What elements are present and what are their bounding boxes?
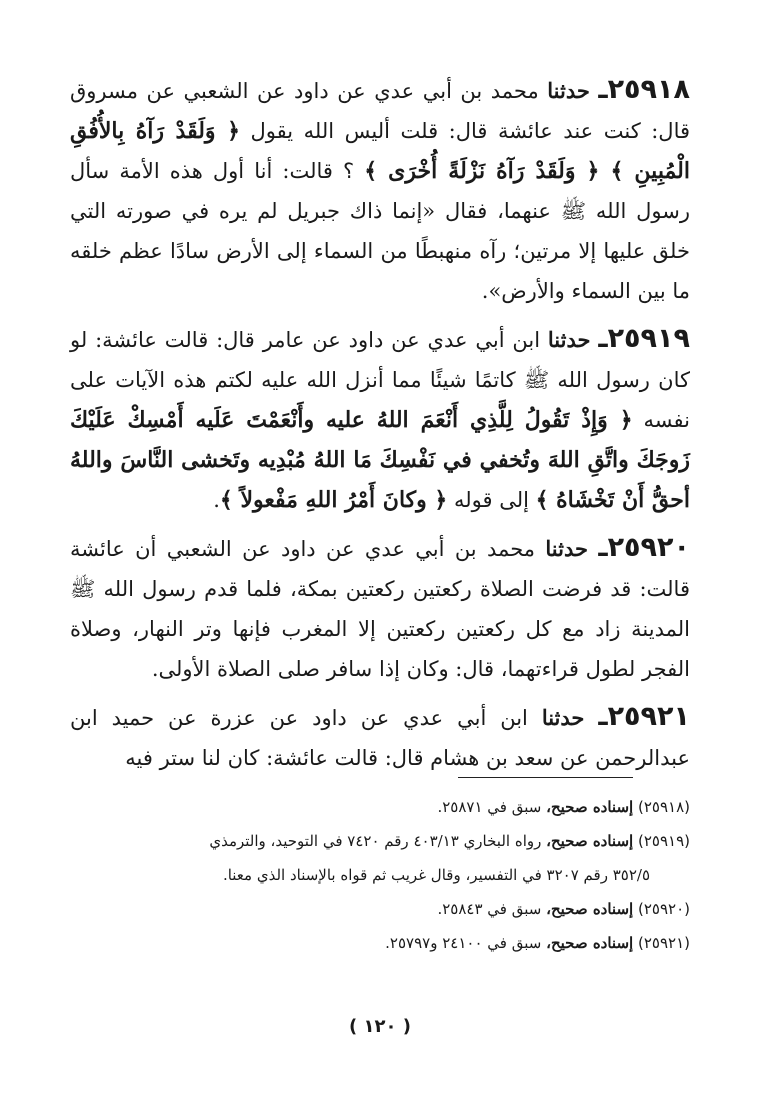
footnotes [70, 790, 690, 960]
footnote [70, 926, 690, 960]
hadith-number: ٢٥٩٢٠ـ [598, 532, 690, 563]
footnote-grade: إسناده صحيح، [546, 798, 634, 816]
footnote-divider [458, 777, 633, 779]
footnote-text: سبق في ٢٥٨٤٣. [437, 900, 547, 918]
hadith-25921 [70, 697, 690, 778]
hadith-text: . [213, 488, 220, 512]
hadith-number: ٢٥٩١٨ـ [598, 74, 690, 105]
hadith-lead: حدثنا [547, 78, 590, 103]
quran-verse: ﴿ وكانَ أَمْرُ اللهِ مَفْعولاً ﴾ [219, 487, 448, 513]
footnote [70, 892, 690, 926]
hadith-25919 [70, 319, 690, 520]
footnote-text: رواه البخاري ٤٠٣/١٣ رقم ٧٤٢٠ في التوحيد، والترمذي [209, 832, 547, 850]
footnote-number: (٢٥٩١٩) [637, 832, 690, 850]
hadith-lead: حدثنا [547, 327, 591, 352]
footnote-number: (٢٥٩١٨) [637, 798, 690, 816]
footnote [70, 790, 690, 824]
hadith-lead: حدثنا [545, 536, 588, 561]
footnote-grade: إسناده صحيح، [546, 832, 634, 850]
hadith-lead: حدثنا [541, 705, 585, 730]
hadith-text: محمد بن أبي عدي عن داود عن الشعبي أن عائشة قالت: قد فرضت الصلاة ركعتين ركعتين بمكة، فلما قدم رسول الله ﷺ المدينة زاد مع كل ركعتين ركعتين إلا المغرب فإنها وتر النهار، وصلاة الفجر لطول قراءتهما، قال: وكان إذا سافر صلى الصلاة الأولى. [70, 537, 690, 681]
footnote-text: سبق في ٢٤١٠٠ و٢٥٧٩٧. [385, 934, 547, 952]
hadith-text: ابن أبي عدي عن داود عن عزرة عن حميد ابن عبدالرحمن عن سعد بن هشام قال: قالت عائشة: كان لنا ستر فيه [70, 706, 690, 770]
footnote-number: (٢٥٩٢٠) [637, 900, 690, 918]
hadith-25920 [70, 528, 690, 689]
hadith-body [70, 70, 690, 786]
footnote-text: ٣٥٢/٥ رقم ٣٢٠٧ في التفسير، وقال غريب ثم قواه بالإسناد الذي معنا. [222, 866, 650, 884]
quran-verse: ﴿ وَإِذْ تَقُولُ لِلَّذِي أَنْعَمَ اللهُ عليه وأَنْعَمْتَ عَلَيه أَمْسِكْ عَلَيْكَ زَوجَكَ واتَّقِ اللهَ وتُخفي في نَفْسِكَ مَا اللهُ مُبْدِيه وتَخشى النَّاسَ واللهُ أحقُّ أَنْ تَخْشَاهُ ﴾ [70, 407, 690, 513]
hadith-number: ٢٥٩١٩ـ [598, 323, 690, 354]
hadith-text: ؟ قالت: أنا أول هذه الأمة سأل رسول الله ﷺ عنهما، فقال «إنما ذاك جبريل لم يره في صورته التي خلق عليها إلا مرتين؛ رآه منهبطًا من السماء إلى الأرض سادًا عظم خلقه ما بين السماء والأرض». [70, 159, 690, 303]
footnote [70, 824, 690, 858]
quran-verse: ﴿ وَلَقَدْ رَآهُ بِالأُفُقِ الْمُبِينِ ﴾ ﴿ وَلَقَدْ رَآهُ نَزْلَةً أُخْرَى ﴾ [70, 118, 690, 184]
hadith-number: ٢٥٩٢١ـ [598, 701, 690, 732]
hadith-text: إلى قوله [447, 488, 536, 512]
hadith-25918 [70, 70, 690, 311]
page-number: ( ١٢٠ ) [349, 1016, 411, 1037]
footnote-continuation [70, 858, 690, 892]
footnote-grade: إسناده صحيح، [546, 934, 634, 952]
hadith-text: ابن أبي عدي عن داود عن عامر قال: قالت عائشة: لو كان رسول الله ﷺ كاتمًا شيئًا مما أنزل الله عليه لكتم هذه الآيات على نفسه [70, 328, 690, 432]
hadith-text: محمد بن أبي عدي عن داود عن الشعبي عن مسروق قال: كنت عند عائشة قال: قلت أليس الله يقول [70, 79, 691, 143]
footnote-text: سبق في ٢٥٨٧١. [437, 798, 547, 816]
footnote-grade: إسناده صحيح، [546, 900, 634, 918]
footnote-number: (٢٥٩٢١) [637, 934, 690, 952]
